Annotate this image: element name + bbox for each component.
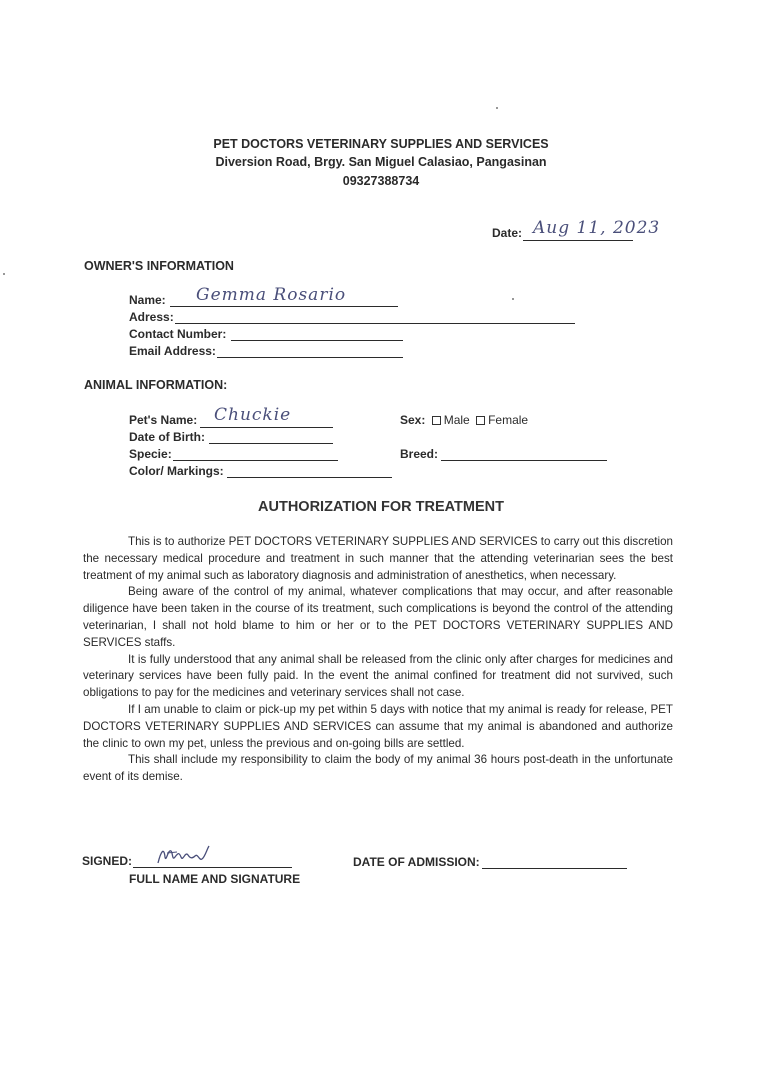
owner-contact-line[interactable]: [231, 340, 403, 341]
animal-section-title: ANIMAL INFORMATION:: [84, 378, 228, 392]
signed-label: SIGNED:: [82, 854, 133, 868]
scan-speck: [512, 298, 514, 300]
female-checkbox[interactable]: [476, 416, 485, 425]
specie-label: Specie:: [129, 447, 172, 461]
dob-line[interactable]: [209, 443, 333, 444]
date-label: Date:: [492, 226, 523, 240]
sex-label: Sex:: [400, 413, 426, 427]
sex-row: [400, 413, 528, 427]
owner-contact-label: Contact Number:: [129, 327, 227, 341]
pet-name-label: Pet's Name:: [129, 413, 198, 427]
pet-name-handwritten: Chuckie: [214, 405, 292, 425]
breed-line[interactable]: [441, 460, 607, 461]
owner-address-label: Adress:: [129, 310, 174, 324]
authorization-paragraph: This shall include my responsibility to claim the body of my animal 36 hours post-death in the unfortunate event of its demise.: [83, 753, 673, 784]
color-markings-label: Color/ Markings:: [129, 464, 224, 478]
owner-email-label: Email Address:: [129, 344, 216, 358]
dob-label: Date of Birth:: [129, 430, 205, 444]
date-of-admission-line[interactable]: [482, 868, 627, 869]
authorization-paragraph: If I am unable to claim or pick-up my pet within 5 days with notice that my animal is ready for release, PET DOCTORS VETERINARY SUPPLIES AND SERVICES can assume that my animal is abandoned and authorize the clinic to own my pet, unless the previous and on-going bills are settled.: [83, 702, 673, 750]
handwritten-signature: [155, 843, 215, 869]
owner-section-title: OWNER'S INFORMATION: [84, 259, 234, 273]
owner-name-label: Name:: [129, 293, 166, 307]
clinic-name: PET DOCTORS VETERINARY SUPPLIES AND SERVICES: [213, 137, 549, 151]
specie-line[interactable]: [173, 460, 338, 461]
date-of-admission-label: DATE OF ADMISSION:: [353, 855, 480, 869]
pet-name-line[interactable]: [200, 427, 333, 428]
authorization-paragraph: This is to authorize PET DOCTORS VETERINARY SUPPLIES AND SERVICES to carry out this discretion the necessary medical procedure and treatment in such manner that the attending veterinarian sees the best treatment of my animal such as laboratory diagnosis and administration of anesthetics, when necessary.: [83, 535, 673, 582]
color-markings-line[interactable]: [227, 477, 392, 478]
clinic-phone: 09327388734: [342, 174, 420, 188]
authorization-title: AUTHORIZATION FOR TREATMENT: [258, 499, 504, 515]
female-option-label: Female: [488, 413, 529, 427]
date-line[interactable]: [523, 240, 633, 241]
scan-speck: [496, 107, 498, 109]
scan-speck: [3, 273, 5, 275]
male-option-label: Male: [443, 413, 470, 427]
owner-name-line[interactable]: [170, 306, 398, 307]
breed-label: Breed:: [400, 447, 439, 461]
owner-name-handwritten: Gemma Rosario: [196, 285, 347, 305]
owner-email-line[interactable]: [217, 357, 403, 358]
full-name-signature-label: FULL NAME AND SIGNATURE: [129, 872, 301, 886]
clinic-address: Diversion Road, Brgy. San Miguel Calasiao, Pangasinan: [215, 155, 547, 169]
authorization-paragraph: It is fully understood that any animal shall be released from the clinic only after charges for medicines and veterinary services have been fully paid. In the event the animal confined for treatment did not survived, such obligations to pay for the medicines and veterinary services shall not case.: [83, 652, 673, 700]
owner-address-line[interactable]: [175, 323, 575, 324]
authorization-paragraph: Being aware of the control of my animal, whatever complications that may occur, and after reasonable diligence have been taken in the course of its treatment, such complications is beyond the control of the attending veterinarian, I shall not hold blame to him or her or to the PET DOCTORS VETERINARY SUPPLIES AND SERVICES staffs.: [83, 585, 673, 649]
date-handwritten: Aug 11, 2023: [533, 218, 661, 238]
male-checkbox[interactable]: [432, 416, 441, 425]
authorization-body: [83, 534, 673, 786]
